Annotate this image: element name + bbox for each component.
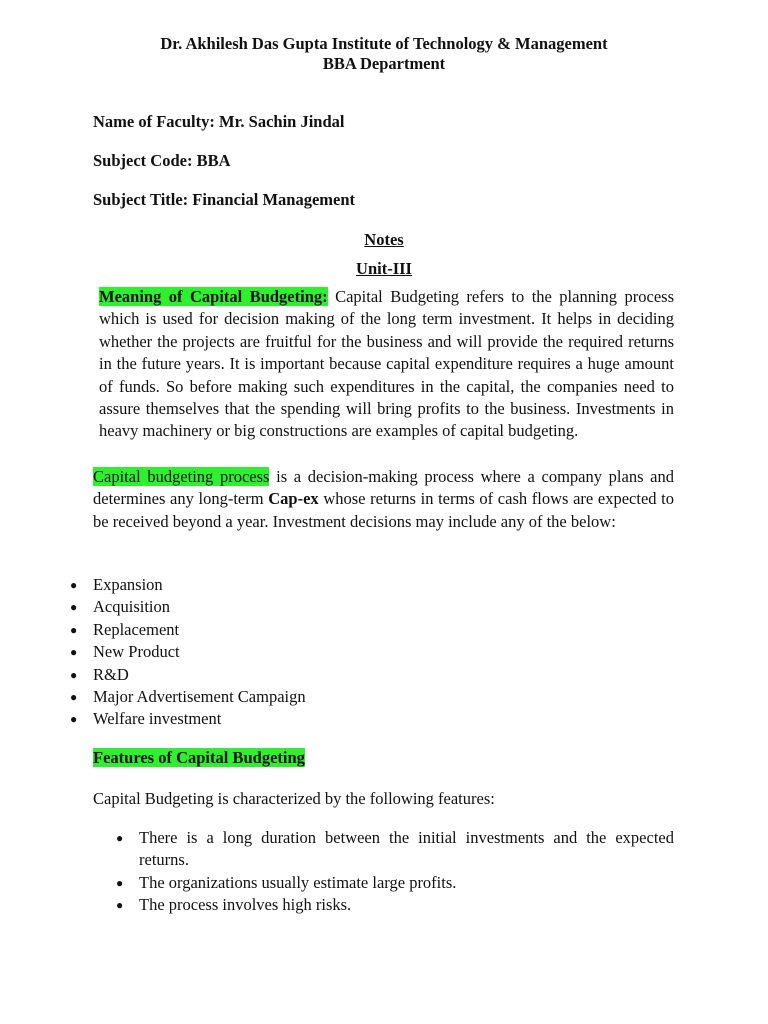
features-intro: Capital Budgeting is characterized by the following features: (93, 789, 495, 808)
investment-type-item-text: Major Advertisement Campaign (93, 687, 306, 707)
process-paragraph (93, 466, 674, 533)
process-text-before: is a decision-making process where a company plans and determines any long-term (93, 467, 674, 509)
subject-title: Subject Title: Financial Management (93, 190, 356, 209)
capex-term: Cap-ex (268, 489, 319, 509)
department-name: BBA Department (322, 54, 446, 73)
notes-title: Notes (364, 230, 404, 249)
bullet-icon: ● (70, 645, 78, 660)
bullet-icon: ● (116, 831, 124, 845)
investment-type-item (70, 708, 653, 730)
unit-title: Unit-III (356, 259, 412, 278)
feature-item-text: There is a long duration between the initial investments and the expected returns. (139, 828, 674, 870)
institute-name: Dr. Akhilesh Das Gupta Institute of Technology & Management (160, 34, 608, 53)
feature-item (116, 827, 674, 872)
investment-type-item-text: R&D (93, 664, 129, 684)
feature-item (116, 894, 674, 916)
meaning-label: Meaning of Capital Budgeting: (99, 287, 328, 306)
bullet-icon: ● (116, 898, 124, 913)
investment-type-item (70, 619, 653, 641)
investment-type-item-text: Replacement (93, 619, 180, 639)
subject-code: Subject Code: BBA (93, 151, 231, 170)
investment-type-item (70, 574, 653, 596)
investment-type-item-text: Expansion (93, 575, 163, 594)
bullet-icon: ● (70, 690, 78, 705)
meaning-text: Capital Budgeting refers to the planning process which is used for decision making of the long term investment. It helps in deciding whether the projects are fruitful for the business and will provide the required returns in the future years. It is important because capital expenditure requires a huge amount of funds. So before making such expenditures in the capital, the companies need to assure themselves that the spending will bring profits to the business. Investments in heavy machinery or big constructions are examples of capital budgeting. (99, 287, 674, 441)
bullet-icon: ● (70, 578, 78, 592)
feature-item (116, 872, 674, 894)
bullet-icon: ● (70, 622, 78, 637)
bullet-icon: ● (70, 712, 78, 727)
bullet-icon: ● (116, 875, 124, 890)
document-header (0, 34, 768, 74)
investment-type-item-text: New Product (93, 642, 180, 662)
investment-type-item (70, 596, 653, 618)
investment-type-item-text: Acquisition (93, 597, 170, 617)
faculty-name: Name of Faculty: Mr. Sachin Jindal (93, 112, 345, 131)
process-label: Capital budgeting process (93, 467, 270, 486)
investment-type-item (70, 641, 653, 663)
features-heading: Features of Capital Budgeting (93, 748, 305, 767)
bullet-icon: ● (70, 667, 78, 682)
investment-type-item (70, 686, 653, 708)
meaning-paragraph (99, 286, 674, 443)
feature-item-text: The process involves high risks. (139, 895, 352, 915)
feature-item-text: The organizations usually estimate large profits. (139, 872, 457, 892)
process-text-after: whose returns in terms of cash flows are expected to be received beyond a year. Investment decisions may include any of the below: (93, 489, 675, 531)
investment-types-list (70, 574, 653, 731)
features-list (116, 827, 674, 917)
bullet-icon: ● (70, 600, 78, 615)
investment-type-item-text: Welfare investment (93, 709, 222, 729)
investment-type-item (70, 664, 653, 686)
